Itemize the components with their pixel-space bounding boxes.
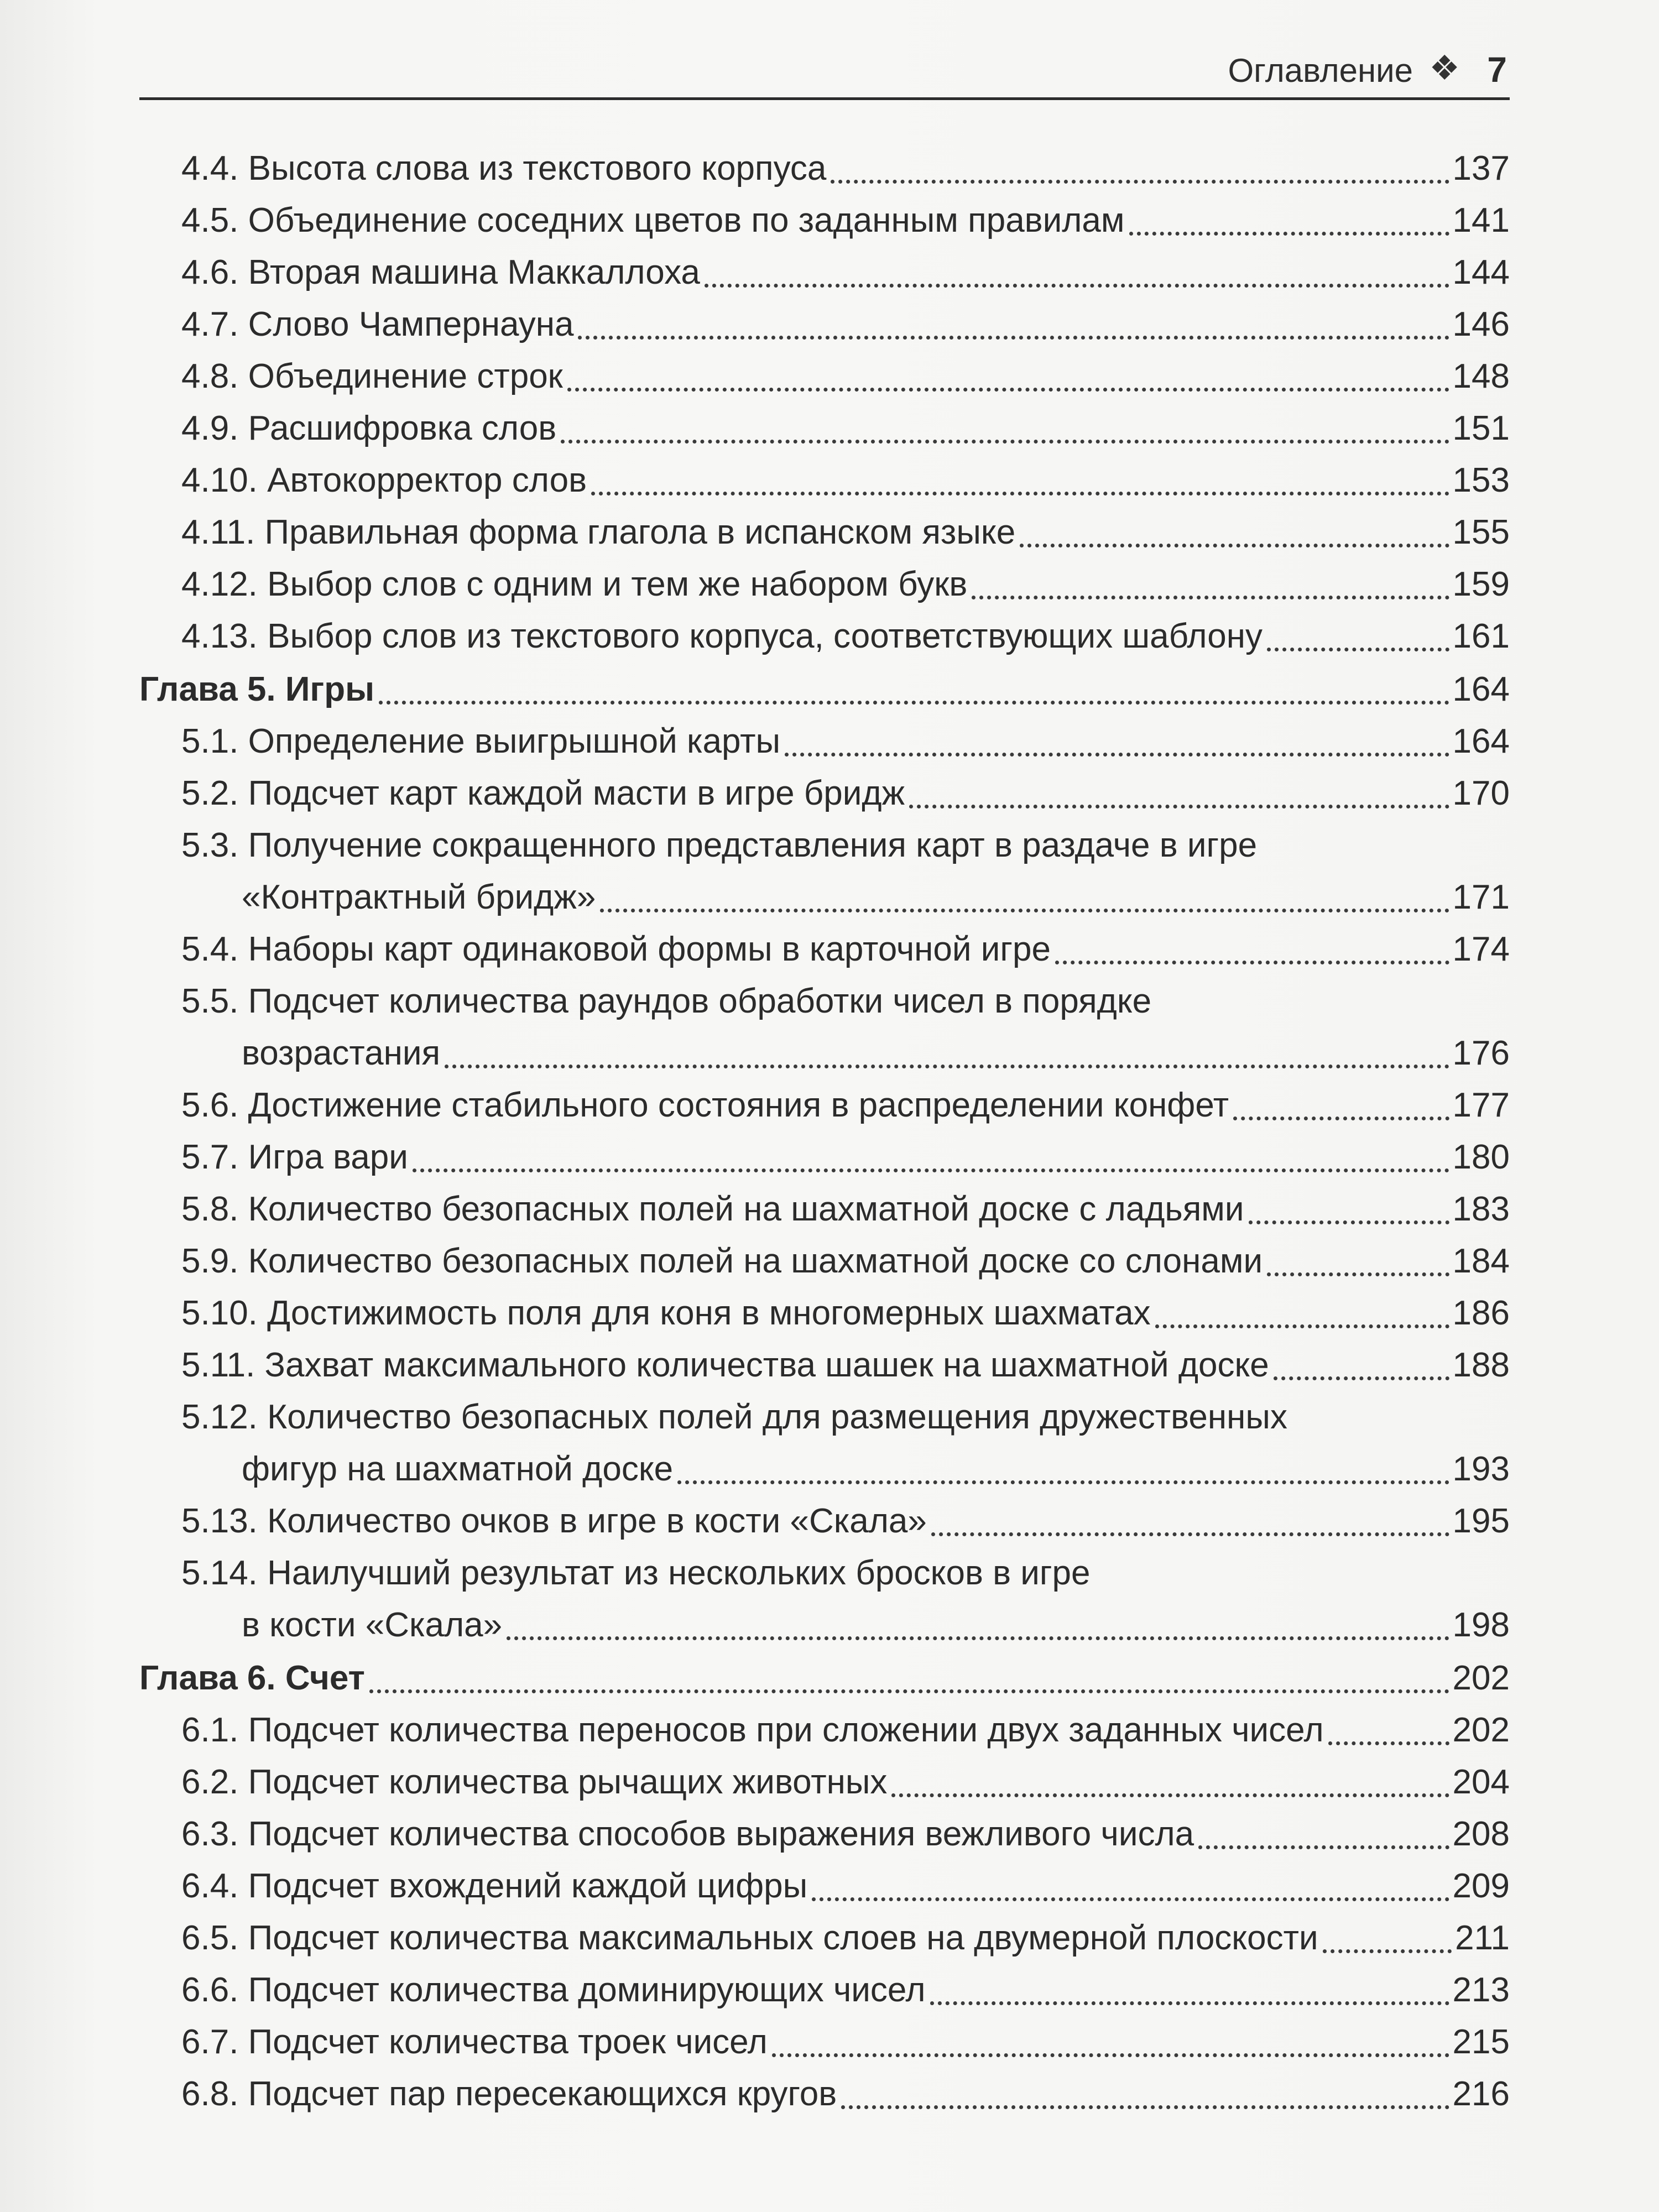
dot-leader — [891, 1793, 1449, 1797]
toc-entry[interactable] — [139, 924, 1510, 975]
toc-entry[interactable] — [139, 247, 1510, 299]
section-title: Количество очков в игре в кости «Скала» — [267, 1502, 927, 1540]
section-number: 6.6. — [181, 1971, 239, 2009]
section-title: Игра вари — [248, 1138, 408, 1176]
section-label — [181, 716, 780, 768]
section-number: 4.7. — [181, 305, 239, 343]
toc-page-number: 171 — [1452, 878, 1510, 916]
section-label — [181, 559, 967, 611]
section-number: 5.6. — [181, 1086, 239, 1124]
dot-leader — [972, 596, 1449, 599]
section-title: Подсчет пар пересекающихся кругов — [248, 2075, 837, 2113]
section-number: 5.13. — [181, 1502, 258, 1540]
section-title-continuation: в кости «Скала» — [242, 1606, 503, 1644]
chapter-title: Глава 6. Счет — [139, 1659, 365, 1697]
section-title: Автокорректор слов — [267, 461, 587, 499]
toc-page-number: 186 — [1452, 1294, 1510, 1332]
section-label — [181, 1808, 1194, 1860]
toc-entry[interactable] — [139, 1391, 1510, 1443]
section-title: Подсчет карт каждой масти в игре бридж — [248, 774, 905, 812]
toc-page-number: 170 — [1452, 774, 1510, 812]
dot-leader — [1055, 961, 1449, 964]
section-label — [181, 1339, 1269, 1391]
dot-leader — [1155, 1324, 1449, 1328]
section-title: Наборы карт одинаковой формы в карточной игре — [248, 930, 1051, 968]
section-number: 6.1. — [181, 1711, 239, 1749]
toc-page-number: 159 — [1452, 565, 1510, 603]
toc-entry[interactable] — [139, 1495, 1510, 1547]
toc-entry[interactable] — [139, 1860, 1510, 1912]
toc-page-number: 177 — [1452, 1086, 1510, 1124]
toc-page-number: 215 — [1452, 2023, 1510, 2061]
toc-entry[interactable] — [139, 195, 1510, 247]
section-label — [181, 1183, 1244, 1235]
toc-entry[interactable] — [139, 975, 1510, 1027]
section-number: 4.12. — [181, 565, 258, 603]
toc-page-number: 153 — [1452, 461, 1510, 499]
toc-chapter-entry[interactable] — [139, 664, 1510, 716]
toc-entry[interactable] — [139, 1339, 1510, 1391]
section-label — [181, 2016, 768, 2068]
section-title: Получение сокращенного представления карт в раздаче в игре — [248, 826, 1258, 864]
toc-entry[interactable] — [139, 559, 1510, 611]
section-title: Правильная форма глагола в испанском языке — [264, 513, 1016, 551]
section-title: Подсчет количества раундов обработки чисел в порядке — [248, 982, 1152, 1020]
toc-entry[interactable] — [139, 1756, 1510, 1808]
toc-entry[interactable] — [139, 1131, 1510, 1183]
section-number: 6.2. — [181, 1763, 239, 1801]
section-title: Высота слова из текстового корпуса — [248, 149, 827, 187]
dot-leader — [930, 2001, 1449, 2005]
toc-page-number: 155 — [1452, 513, 1510, 551]
section-number: 5.5. — [181, 982, 239, 1020]
section-number: 6.4. — [181, 1867, 239, 1905]
toc-page-number: 180 — [1452, 1138, 1510, 1176]
toc-page-number: 151 — [1452, 409, 1510, 447]
section-title: Выбор слов из текстового корпуса, соответствующих шаблону — [267, 617, 1262, 655]
toc-entry[interactable] — [139, 403, 1510, 455]
section-title-continuation: «Контрактный бридж» — [242, 878, 596, 916]
toc-entry[interactable] — [139, 2068, 1510, 2120]
toc-page-number: 208 — [1452, 1815, 1510, 1853]
toc-entry[interactable] — [139, 455, 1510, 507]
dot-leader — [379, 701, 1449, 705]
section-label — [181, 195, 1125, 247]
section-title-continuation: возрастания — [242, 1034, 441, 1072]
section-label — [181, 1912, 1318, 1964]
toc-entry-continuation[interactable] — [139, 872, 1510, 924]
page-number: 7 — [1487, 50, 1507, 90]
dot-leader — [831, 180, 1449, 184]
toc-entry[interactable] — [139, 2016, 1510, 2068]
toc-entry[interactable] — [139, 820, 1510, 872]
section-title: Подсчет количества максимальных слоев на двумерной плоскости — [248, 1919, 1318, 1957]
section-label — [181, 455, 587, 507]
dot-leader — [578, 336, 1449, 340]
section-number: 6.3. — [181, 1815, 239, 1853]
toc-page-number: 161 — [1452, 617, 1510, 655]
toc-page-number: 148 — [1452, 357, 1510, 395]
running-header — [139, 49, 1510, 100]
dot-leader — [1129, 232, 1449, 236]
section-title: Вторая машина Маккаллоха — [248, 253, 700, 291]
dot-leader — [1267, 648, 1449, 651]
section-label — [181, 507, 1015, 559]
dot-leader — [772, 2053, 1449, 2057]
section-label — [181, 2068, 837, 2120]
section-title: Подсчет вхождений каждой цифры — [248, 1867, 808, 1905]
section-number: 5.2. — [181, 774, 239, 812]
section-number: 5.3. — [181, 826, 239, 864]
section-number: 5.9. — [181, 1242, 239, 1280]
section-label — [181, 1964, 926, 2016]
section-title: Объединение строк — [248, 357, 563, 395]
dot-leader — [1323, 1949, 1452, 1953]
section-label — [181, 1079, 1229, 1131]
dot-leader — [1328, 1741, 1449, 1745]
section-label — [181, 351, 563, 403]
toc-page-number: 202 — [1452, 1659, 1510, 1697]
toc-entry-continuation[interactable] — [139, 1443, 1510, 1495]
toc-entry[interactable] — [139, 351, 1510, 403]
section-label — [181, 403, 556, 455]
toc-entry[interactable] — [139, 1964, 1510, 2016]
toc-page-number: 198 — [1452, 1606, 1510, 1644]
dot-leader — [931, 1532, 1449, 1536]
section-number: 4.5. — [181, 201, 239, 239]
toc-page-number: 195 — [1452, 1502, 1510, 1540]
section-title: Подсчет количества способов выражения вежливого числа — [248, 1815, 1194, 1853]
section-label — [181, 1287, 1151, 1339]
section-title: Расшифровка слов — [248, 409, 557, 447]
section-title: Наилучший результат из нескольких бросков в игре — [267, 1554, 1091, 1592]
toc-entry[interactable] — [139, 1079, 1510, 1131]
section-label — [181, 611, 1262, 662]
section-number: 5.4. — [181, 930, 239, 968]
dot-leader — [1233, 1117, 1449, 1120]
toc-page-number: 141 — [1452, 201, 1510, 239]
section-number: 5.1. — [181, 722, 239, 760]
toc-page-number: 183 — [1452, 1190, 1510, 1228]
section-title: Захват максимального количества шашек на шахматной доске — [264, 1346, 1269, 1384]
toc-entry[interactable] — [139, 1808, 1510, 1860]
toc-entry[interactable] — [139, 1235, 1510, 1287]
dot-leader — [1267, 1272, 1449, 1276]
dot-leader — [1020, 544, 1449, 547]
section-number: 6.8. — [181, 2075, 239, 2113]
section-number: 4.13. — [181, 617, 258, 655]
section-label — [181, 768, 905, 820]
toc-page-number: 216 — [1452, 2075, 1510, 2113]
section-title: Количество безопасных полей на шахматной доске с ладьями — [248, 1190, 1244, 1228]
section-label — [181, 299, 573, 351]
section-title: Количество безопасных полей на шахматной доске со слонами — [248, 1242, 1263, 1280]
section-title: Объединение соседних цветов по заданным правилам — [248, 201, 1125, 239]
toc-entry[interactable] — [139, 1287, 1510, 1339]
dot-leader — [507, 1636, 1449, 1640]
toc-entry-continuation[interactable] — [139, 1027, 1510, 1079]
dot-leader — [591, 492, 1449, 495]
toc-page-number: 164 — [1452, 670, 1510, 708]
section-label — [181, 1495, 927, 1547]
chapter-title: Глава 5. Игры — [139, 670, 375, 708]
toc-entry[interactable] — [139, 507, 1510, 559]
section-title: Подсчет количества троек чисел — [248, 2023, 768, 2061]
toc-entry[interactable] — [139, 1912, 1510, 1964]
section-label — [181, 1235, 1262, 1287]
dot-leader — [561, 440, 1449, 444]
toc-page-number: 202 — [1452, 1711, 1510, 1749]
toc-page-number: 193 — [1452, 1450, 1510, 1488]
section-number: 5.8. — [181, 1190, 239, 1228]
toc-page-number: 164 — [1452, 722, 1510, 760]
section-label — [181, 924, 1051, 975]
toc-page-number: 209 — [1452, 1867, 1510, 1905]
toc-page-number: 188 — [1452, 1346, 1510, 1384]
toc-entry[interactable] — [139, 299, 1510, 351]
section-number: 6.5. — [181, 1919, 239, 1957]
table-of-contents — [139, 143, 1510, 2120]
section-number: 4.10. — [181, 461, 258, 499]
toc-page-number: 174 — [1452, 930, 1510, 968]
section-number: 4.8. — [181, 357, 239, 395]
toc-entry[interactable] — [139, 611, 1510, 662]
section-number: 5.7. — [181, 1138, 239, 1176]
dot-leader — [841, 2105, 1449, 2109]
toc-entry[interactable] — [139, 1547, 1510, 1599]
section-title: Подсчет количества доминирующих чисел — [248, 1971, 926, 2009]
section-label — [181, 1756, 887, 1808]
toc-entry[interactable] — [139, 768, 1510, 820]
section-title: Подсчет количества рычащих животных — [248, 1763, 888, 1801]
toc-page-number: 137 — [1452, 149, 1510, 187]
toc-entry-continuation[interactable] — [139, 1599, 1510, 1651]
section-label — [181, 1704, 1324, 1756]
toc-page-number: 211 — [1455, 1919, 1510, 1957]
dot-leader — [600, 909, 1449, 912]
dot-leader — [1274, 1376, 1449, 1380]
section-title: Подсчет количества переносов при сложении двух заданных чисел — [248, 1711, 1324, 1749]
section-title: Слово Чампернауна — [248, 305, 574, 343]
section-title: Количество безопасных полей для размещения дружественных — [267, 1398, 1287, 1436]
header-title: Оглавление — [1228, 52, 1413, 89]
section-number: 5.14. — [181, 1554, 258, 1592]
section-number: 4.6. — [181, 253, 239, 291]
dot-leader — [1198, 1845, 1449, 1849]
dot-leader — [445, 1065, 1449, 1068]
section-number: 5.10. — [181, 1294, 258, 1332]
section-label — [181, 1860, 807, 1912]
toc-page-number: 176 — [1452, 1034, 1510, 1072]
dot-leader — [785, 753, 1449, 757]
section-label — [181, 143, 826, 195]
toc-page-number: 184 — [1452, 1242, 1510, 1280]
toc-entry[interactable] — [139, 1183, 1510, 1235]
section-title: Достижимость поля для коня в многомерных шахматах — [267, 1294, 1151, 1332]
section-title-continuation: фигур на шахматной доске — [242, 1450, 674, 1488]
toc-page-number: 204 — [1452, 1763, 1510, 1801]
dot-leader — [705, 284, 1449, 288]
toc-page-number: 144 — [1452, 253, 1510, 291]
dot-leader — [677, 1480, 1449, 1484]
section-label — [181, 1131, 408, 1183]
section-number: 4.9. — [181, 409, 239, 447]
section-label — [181, 247, 700, 299]
dot-leader — [369, 1689, 1449, 1693]
toc-chapter-entry[interactable] — [139, 1652, 1510, 1704]
section-number: 4.11. — [181, 513, 255, 551]
section-title: Достижение стабильного состояния в распределении конфет — [248, 1086, 1229, 1124]
toc-entry[interactable] — [139, 143, 1510, 195]
section-number: 5.11. — [181, 1346, 255, 1384]
section-title: Определение выигрышной карты — [248, 722, 781, 760]
dot-leader — [567, 388, 1449, 392]
section-number: 5.12. — [181, 1398, 258, 1436]
section-title: Выбор слов с одним и тем же набором букв — [267, 565, 968, 603]
dot-leader — [413, 1168, 1449, 1172]
dot-leader — [812, 1897, 1449, 1901]
ornament-icon: ❖ — [1429, 49, 1460, 87]
section-number: 4.4. — [181, 149, 239, 187]
dot-leader — [909, 805, 1449, 808]
dot-leader — [1249, 1220, 1449, 1224]
section-number: 6.7. — [181, 2023, 239, 2061]
toc-page-number: 213 — [1452, 1971, 1510, 2009]
toc-entry[interactable] — [139, 1704, 1510, 1756]
toc-entry[interactable] — [139, 716, 1510, 768]
toc-page-number: 146 — [1452, 305, 1510, 343]
